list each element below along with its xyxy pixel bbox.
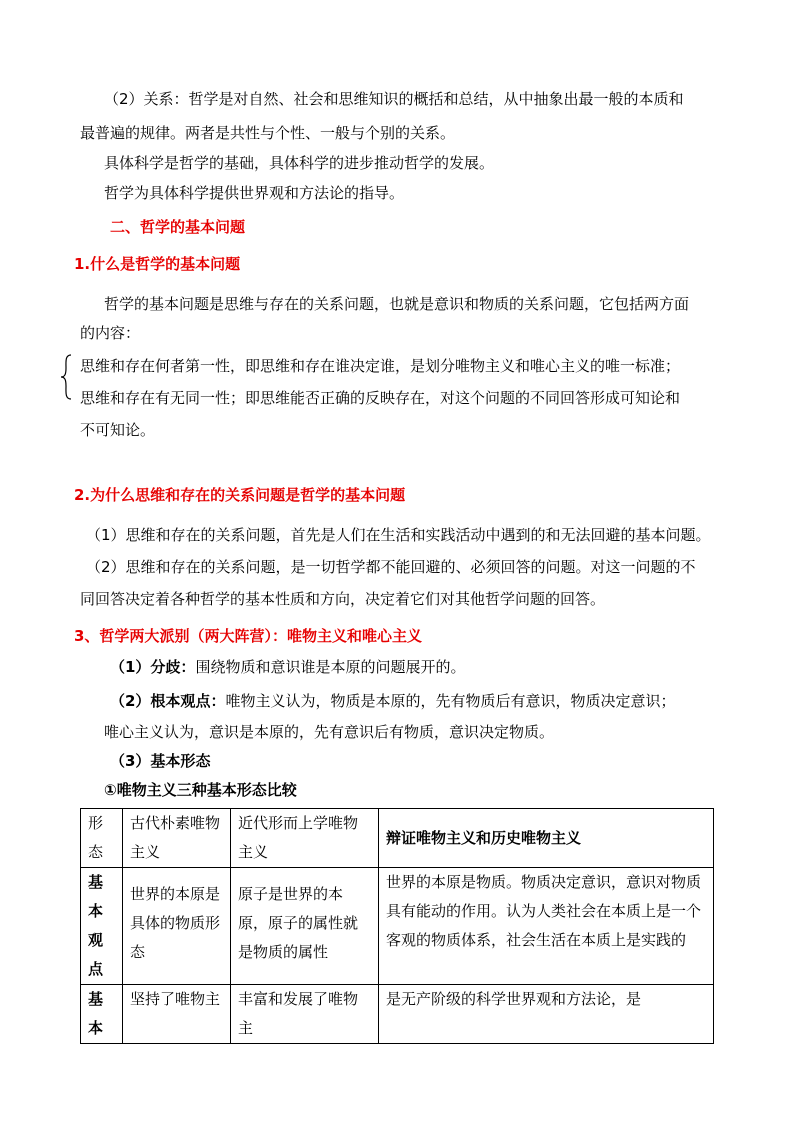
q1-text-line1: 哲学的基本问题是思维与存在的关系问题，也就是意识和物质的关系问题，它包括两方面 bbox=[104, 295, 690, 313]
table-header-cell: 辩证唯物主义和历史唯物主义 bbox=[379, 809, 714, 868]
table-header-cell: 近代形而上学唯物主义 bbox=[231, 809, 379, 868]
table-cell: 是无产阶级的科学世界观和方法论，是 bbox=[379, 985, 714, 1044]
aspect1-text: 思维和存在何者第一性，即思维和存在谁决定谁，是划分唯物主义和唯心主义的唯一标准； bbox=[80, 357, 681, 375]
relation-paragraph-line2: 最普遍的规律。两者是共性与个性、一般与个别的关系。 bbox=[80, 124, 456, 142]
q3-views-label: （2）根本观点： bbox=[110, 692, 226, 710]
materialism-comparison-table bbox=[80, 808, 714, 1044]
table-cell: 世界的本原是具体的物质形态 bbox=[123, 868, 231, 985]
q3-divergence-label: （1）分歧： bbox=[110, 658, 196, 676]
table-header-row bbox=[81, 809, 714, 868]
q3-divergence-line bbox=[110, 657, 465, 677]
brace-icon bbox=[60, 354, 72, 400]
aspect2-text-line2: 不可知论。 bbox=[80, 421, 156, 439]
q3-heading: 3、哲学两大派别（两大阵营）：唯物主义和唯心主义 bbox=[74, 627, 422, 645]
q1-heading: 1.什么是哲学的基本问题 bbox=[74, 255, 241, 273]
table-cell: 原子是世界的本原，原子的属性就是物质的属性 bbox=[231, 868, 379, 985]
q3-views-line bbox=[110, 691, 675, 711]
q3-views-text-line2: 唯心主义认为，意识是本原的，先有意识后有物质，意识决定物质。 bbox=[104, 723, 555, 741]
table-row-label: 基本 bbox=[81, 985, 123, 1044]
relation-paragraph-line1: （2）关系：哲学是对自然、社会和思维知识的概括和总结，从中抽象出最一般的本质和 bbox=[104, 90, 684, 108]
table-header-cell: 形态 bbox=[81, 809, 123, 868]
q3-views-text: 唯物主义认为，物质是本原的，先有物质后有意识，物质决定意识； bbox=[225, 692, 676, 710]
q3-forms-label: （3）基本形态 bbox=[110, 752, 211, 770]
q2-paragraph2-line1: （2）思维和存在的关系问题，是一切哲学都不能回避的、必须回答的问题。对这一问题的不 bbox=[86, 558, 696, 576]
q3-divergence-text: 围绕物质和意识谁是本原的问题展开的。 bbox=[195, 658, 466, 676]
table-cell: 坚持了唯物主 bbox=[123, 985, 231, 1044]
table-cell: 丰富和发展了唯物主 bbox=[231, 985, 379, 1044]
aspect2-text-line1: 思维和存在有无同一性；即思维能否正确的反映存在，对这个问题的不同回答形成可知论和 bbox=[80, 389, 681, 407]
philosophy-guides-paragraph: 哲学为具体科学提供世界观和方法论的指导。 bbox=[104, 184, 405, 202]
table-cell: 世界的本原是物质。物质决定意识，意识对物质具有能动的作用。认为人类社会在本质上是一个客观的物质体系，社会生活在本质上是实践的 bbox=[379, 868, 714, 985]
q2-paragraph1: （1）思维和存在的关系问题，首先是人们在生活和实践活动中遇到的和无法回避的基本问题。 bbox=[86, 526, 711, 544]
q2-paragraph2-line2: 同回答决定着各种哲学的基本性质和方向，决定着它们对其他哲学问题的回答。 bbox=[80, 590, 606, 608]
table-row bbox=[81, 985, 714, 1044]
q1-text-line2: 的内容： bbox=[80, 324, 141, 342]
table-row-label: 基本观点 bbox=[81, 868, 123, 985]
section-title: 二、哲学的基本问题 bbox=[110, 218, 246, 236]
q3-compare-title: ①唯物主义三种基本形态比较 bbox=[104, 781, 297, 799]
table-row bbox=[81, 868, 714, 985]
q2-heading: 2.为什么思维和存在的关系问题是哲学的基本问题 bbox=[74, 486, 406, 504]
table-header-cell: 古代朴素唯物主义 bbox=[123, 809, 231, 868]
science-basis-paragraph: 具体科学是哲学的基础，具体科学的进步推动哲学的发展。 bbox=[104, 154, 495, 172]
